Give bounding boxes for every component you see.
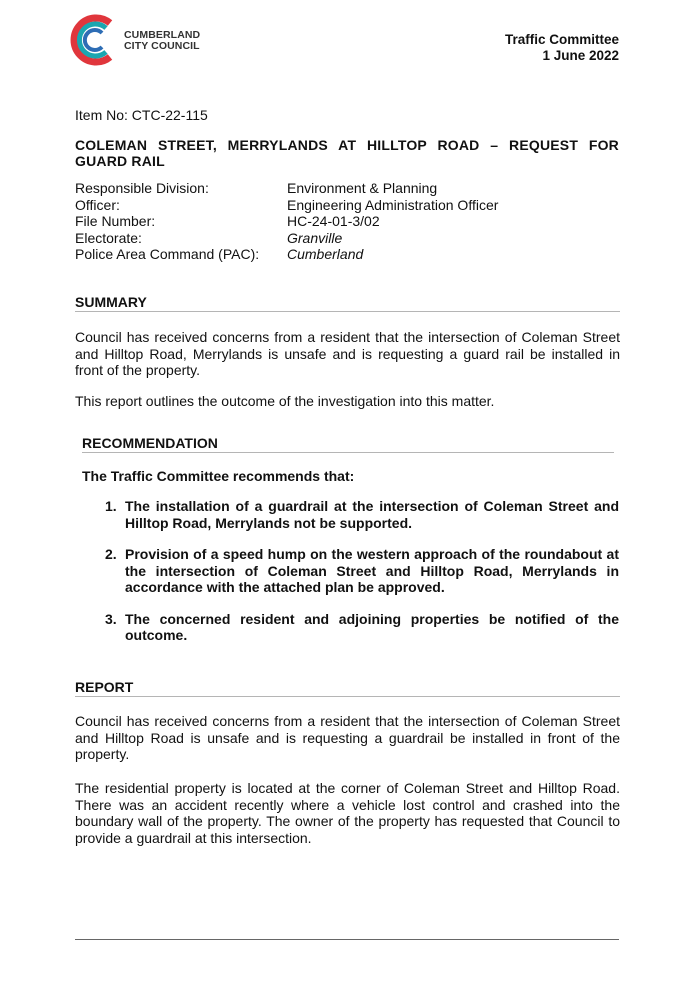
logo-text-line2: CITY COUNCIL (124, 40, 200, 52)
meta-row-officer (75, 197, 619, 214)
header-meeting-info (505, 32, 619, 64)
meta-value: Granville (287, 229, 343, 246)
footer-divider (75, 939, 619, 940)
summary-heading: SUMMARY (75, 294, 147, 310)
meta-value: Engineering Administration Officer (287, 196, 499, 213)
meta-row-division (75, 180, 619, 197)
list-item (105, 611, 619, 644)
recommendation-divider (82, 452, 614, 453)
report-paragraph: Council has received concerns from a resident that the intersection of Coleman Street and Hilltop Road is unsafe and is requesting a guardrail be installed in front of the property. (75, 713, 620, 762)
list-item-text: The installation of a guardrail at the intersection of Coleman Street and Hilltop Road, Merrylands not be supported. (125, 498, 619, 531)
report-divider (75, 696, 620, 697)
meta-label: Officer: (75, 196, 120, 213)
meta-label: Responsible Division: (75, 180, 209, 196)
council-logo-text (124, 30, 200, 52)
meta-label: File Number: (75, 213, 156, 229)
meta-row-file-number (75, 213, 619, 230)
item-metadata (75, 180, 619, 263)
list-item (105, 498, 619, 531)
committee-name: Traffic Committee (504, 32, 619, 47)
cumberland-council-logo-icon (66, 13, 120, 67)
list-item (105, 546, 619, 596)
meta-label: Electorate: (75, 229, 142, 246)
summary-paragraph: Council has received concerns from a resident that the intersection of Coleman Street and Hilltop Road, Merrylands is unsafe and is requesting a guard rail be installed in front of the property. (75, 329, 620, 378)
report-heading: REPORT (75, 679, 134, 695)
list-item-number: 2. (105, 546, 117, 562)
list-item-number: 1. (105, 498, 117, 514)
logo-text-line1: CUMBERLAND (124, 29, 201, 41)
meta-value: Cumberland (287, 246, 364, 262)
item-number: Item No: CTC-22-115 (75, 107, 208, 123)
list-item-text: Provision of a speed hump on the western approach of the roundabout at the intersection of Coleman Street and Hilltop Road, Merrylands in accordance with the attached plan be approved. (125, 546, 619, 595)
recommendation-list (105, 498, 619, 659)
recommendation-intro: The Traffic Committee recommends that: (82, 468, 355, 484)
list-item-text: The concerned resident and adjoining properties be notified of the outcome. (125, 610, 619, 643)
list-item-number: 3. (105, 610, 117, 627)
meta-value: HC-24-01-3/02 (287, 213, 380, 229)
meta-label: Police Area Command (PAC): (75, 246, 260, 262)
summary-divider (75, 311, 620, 312)
meta-value: Environment & Planning (287, 180, 438, 196)
summary-paragraph: This report outlines the outcome of the investigation into this matter. (75, 393, 495, 409)
meeting-date: 1 June 2022 (542, 48, 619, 63)
recommendation-heading: RECOMMENDATION (82, 435, 218, 451)
meta-row-electorate (75, 230, 619, 247)
report-paragraph: The residential property is located at the corner of Coleman Street and Hilltop Road. There was an accident recently where a vehicle lost control and crashed into the boundary wall of the property. The owner of the property has requested that Council to provide a guardrail at this intersection. (75, 780, 620, 846)
meta-row-pac (75, 246, 619, 263)
page-title: COLEMAN STREET, MERRYLANDS AT HILLTOP ROAD – REQUEST FOR GUARD RAIL (75, 137, 619, 169)
